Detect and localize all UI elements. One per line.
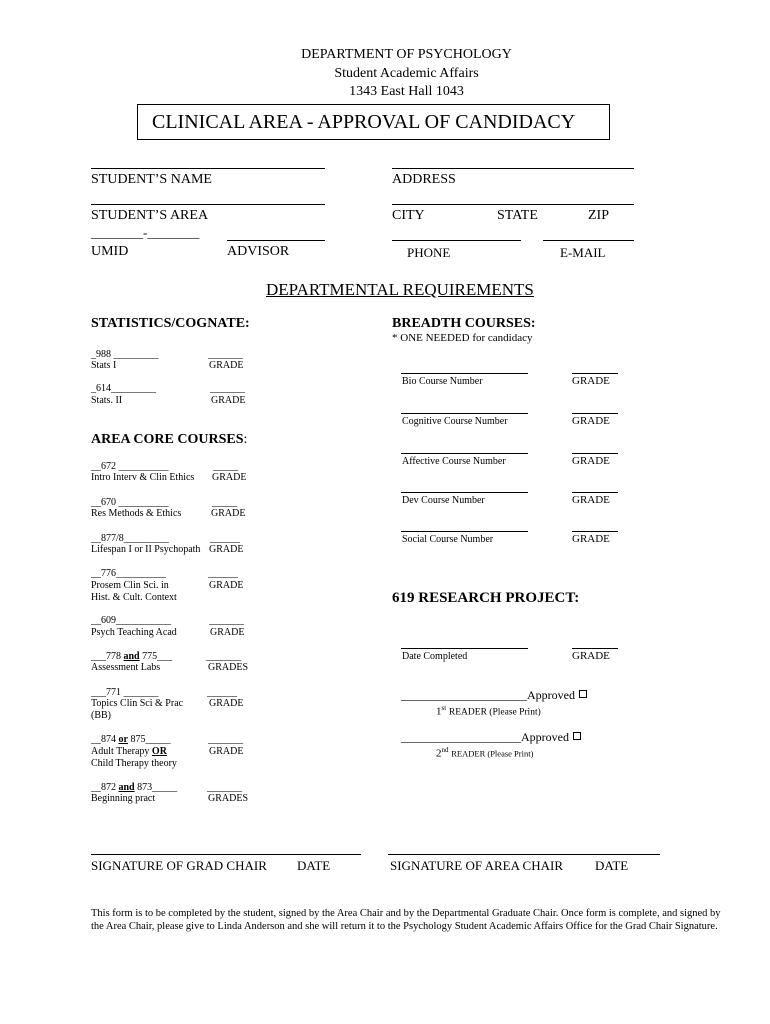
reader1-approval[interactable]: _____________________Approved [401, 688, 587, 703]
core-code-670[interactable]: __670 __________ [91, 497, 169, 508]
reader2-label: 2nd READER (Please Print) [436, 746, 534, 760]
bio-grade-line[interactable] [572, 373, 618, 374]
core-grade-line-877[interactable]: ______ [210, 533, 240, 544]
student-name-label: STUDENT’S NAME [91, 172, 212, 187]
core-code-877[interactable]: __877/8_________ [91, 533, 169, 544]
core-grade-line-778[interactable]: _______ [206, 651, 241, 662]
footer-note: This form is to be completed by the student, signed by the Area Chair and by the Departmental Graduate Chair. Once form is complete, and signed by the Area Chair, please give to Linda Anderson and she will return it to the Psychology Student Academic Affairs Office for the Grad Chair Signature. [91, 908, 721, 932]
area-chair-label: SIGNATURE OF AREA CHAIR [390, 858, 563, 873]
bio-course-line[interactable] [401, 373, 528, 374]
core-grade-778: GRADES [208, 662, 249, 673]
student-name-line[interactable] [91, 168, 325, 169]
core-grade-line-874[interactable]: _______ [208, 734, 243, 745]
bio-grade-label: GRADE [572, 375, 610, 387]
date-completed-line[interactable] [401, 648, 528, 649]
cog-grade-line[interactable] [572, 413, 618, 414]
core-grade-672: GRADE [212, 472, 247, 483]
core-grade-874: GRADE [209, 746, 244, 757]
dev-course-label: Dev Course Number [402, 495, 485, 506]
core-grade-776: GRADE [209, 580, 244, 591]
core-grade-line-872[interactable]: _______ [207, 782, 242, 793]
core-grade-872: GRADES [208, 793, 249, 804]
stats-heading: STATISTICS/COGNATE: [91, 316, 250, 331]
cog-course-label: Cognitive Course Number [402, 416, 508, 427]
student-area-label: STUDENT’S AREA [91, 208, 209, 223]
core-grade-line-670[interactable]: _____ [212, 497, 237, 508]
grad-chair-date-label: DATE [297, 858, 331, 873]
phone-label: PHONE [407, 245, 451, 260]
core-name-771: Topics Clin Sci & Prac [91, 698, 184, 709]
core-grade-670: GRADE [211, 508, 246, 519]
core-code-872[interactable]: __872 and 873_____ [91, 782, 178, 793]
dept-name: DEPARTMENT OF PSYCHOLOGY [301, 47, 512, 62]
soc-grade-label: GRADE [572, 533, 610, 545]
core-name-776: Prosem Clin Sci. in [91, 580, 169, 591]
reader1-label: 1st READER (Please Print) [436, 704, 541, 718]
soc-grade-line[interactable] [572, 531, 618, 532]
aff-course-line[interactable] [401, 453, 528, 454]
grad-chair-label: SIGNATURE OF GRAD CHAIR [91, 858, 267, 873]
stats-grade-988: GRADE [209, 360, 244, 371]
research-grade-line[interactable] [572, 648, 618, 649]
aff-grade-label: GRADE [572, 455, 610, 467]
dev-grade-label: GRADE [572, 494, 610, 506]
dev-course-line[interactable] [401, 492, 528, 493]
core-name-874: Adult Therapy OR [91, 746, 167, 757]
area-chair-signature-line[interactable] [388, 854, 660, 855]
core-grade-line-609[interactable]: _______ [209, 615, 244, 626]
core-name-877: Lifespan I or II Psychopath [91, 544, 201, 555]
stats-grade-614: GRADE [211, 395, 246, 406]
address-label: ADDRESS [392, 172, 456, 187]
core-code-771[interactable]: ___771 _______ [91, 687, 159, 698]
core-grade-771: GRADE [209, 698, 244, 709]
core-grade-line-776[interactable]: ______ [208, 568, 238, 579]
core-code-672[interactable]: __672 __________ [91, 461, 169, 472]
core-grade-line-771[interactable]: ______ [207, 687, 237, 698]
bio-course-label: Bio Course Number [402, 376, 483, 387]
phone-line[interactable] [392, 240, 521, 241]
core-code-609[interactable]: __609___________ [91, 615, 171, 626]
cog-grade-label: GRADE [572, 415, 610, 427]
core-code-874[interactable]: __874 or 875_____ [91, 734, 171, 745]
core-grade-line-672[interactable]: _____ [213, 461, 238, 472]
address-line[interactable] [392, 168, 634, 169]
city-state-zip-line[interactable] [392, 204, 634, 205]
email-label: E-MAIL [560, 245, 606, 260]
zip-label: ZIP [588, 208, 609, 223]
section-title: DEPARTMENTAL REQUIREMENTS [266, 280, 534, 299]
grad-chair-signature-line[interactable] [91, 854, 361, 855]
research-heading: 619 RESEARCH PROJECT: [392, 590, 580, 606]
core-name-872: Beginning pract [91, 793, 156, 804]
research-grade-label: GRADE [572, 650, 610, 662]
form-title: CLINICAL AREA - APPROVAL OF CANDIDACY [137, 104, 610, 140]
core-name2-771: (BB) [91, 710, 111, 721]
core-code-778[interactable]: ___778 and 775___ [91, 651, 173, 662]
cog-course-line[interactable] [401, 413, 528, 414]
city-label: CITY [392, 208, 425, 223]
core-code-776[interactable]: __776__________ [91, 568, 166, 579]
breadth-heading: BREADTH COURSES: [392, 316, 536, 331]
stats-code-988[interactable]: _988 _________ [91, 349, 159, 360]
student-area-line[interactable] [91, 204, 325, 205]
core-grade-877: GRADE [209, 544, 244, 555]
core-name2-776: Hist. & Cult. Context [91, 592, 177, 603]
dev-grade-line[interactable] [572, 492, 618, 493]
advisor-line[interactable] [227, 240, 325, 241]
advisor-label: ADVISOR [227, 244, 290, 259]
email-line[interactable] [543, 240, 634, 241]
umid-field[interactable]: ________-________ [91, 225, 200, 240]
state-label: STATE [497, 208, 538, 223]
breadth-note: * ONE NEEDED for candidacy [392, 332, 533, 344]
soc-course-label: Social Course Number [402, 534, 494, 545]
aff-course-label: Affective Course Number [402, 456, 506, 467]
area-chair-date-label: DATE [595, 858, 629, 873]
core-name-670: Res Methods & Ethics [91, 508, 182, 519]
core-name2-874: Child Therapy theory [91, 758, 177, 769]
core-name-672: Intro Interv & Clin Ethics [91, 472, 195, 483]
stats-name-988: Stats I [91, 360, 117, 371]
core-heading: AREA CORE COURSES: [91, 432, 248, 447]
stats-grade-line-988[interactable]: _______ [208, 349, 243, 360]
office-room: 1343 East Hall 1043 [349, 84, 464, 99]
core-name-609: Psych Teaching Acad [91, 627, 177, 638]
stats-code-614[interactable]: _614_________ [91, 383, 156, 394]
core-name-778: Assessment Labs [91, 662, 161, 673]
office-name: Student Academic Affairs [334, 66, 479, 81]
soc-course-line[interactable] [401, 531, 528, 532]
approved1-checkbox[interactable] [579, 690, 587, 698]
stats-name-614: Stats. II [91, 395, 123, 406]
stats-grade-line-614[interactable]: _______ [210, 383, 245, 394]
date-completed-label: Date Completed [402, 651, 468, 662]
reader2-approval[interactable]: ____________________Approved [401, 730, 581, 745]
umid-label: UMID [91, 244, 129, 259]
aff-grade-line[interactable] [572, 453, 618, 454]
core-grade-609: GRADE [210, 627, 245, 638]
approved2-checkbox[interactable] [573, 732, 581, 740]
